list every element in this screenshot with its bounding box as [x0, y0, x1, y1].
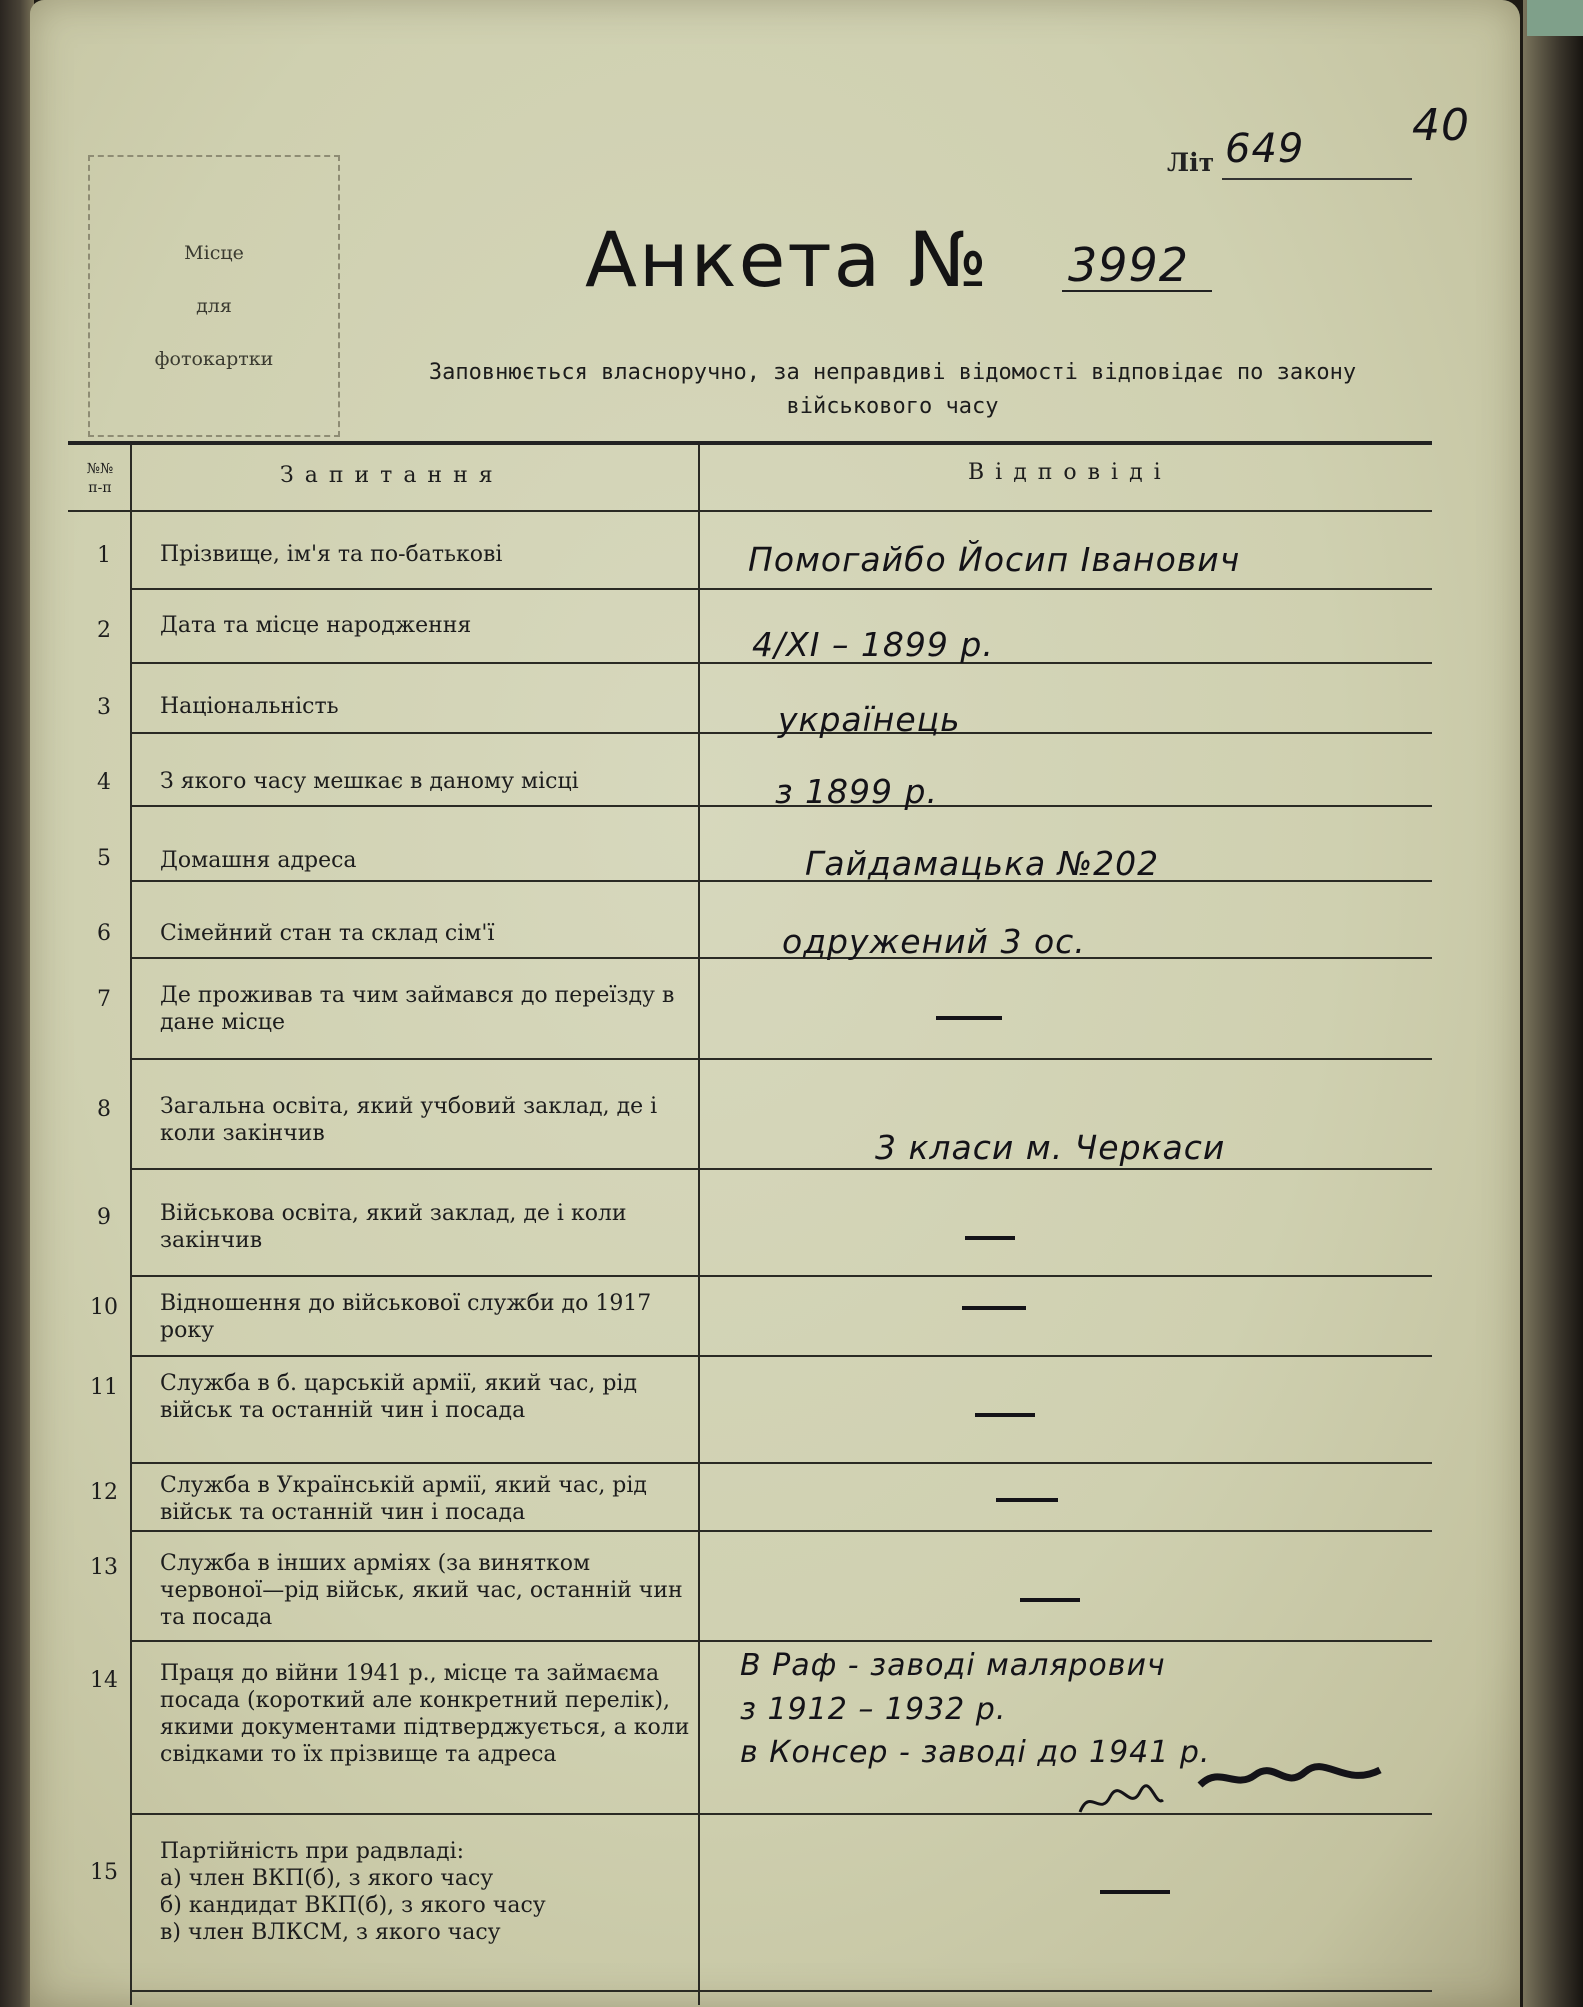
header-number: №№ п-п [86, 461, 114, 496]
form-number-underline [1062, 290, 1212, 292]
question-text: Служба в Українській армії, який час, рід військ та останній чин і посада [160, 1473, 647, 1525]
photo-placeholder [88, 155, 340, 437]
row-number: 8 [97, 1097, 111, 1122]
photo-label-line-3: фотокартки [154, 348, 274, 370]
question-text: Військова освіта, який заклад, де і коли закінчив [160, 1201, 627, 1253]
page-number: 40 [1412, 100, 1470, 151]
question-text: Загальна освіта, який учбовий заклад, де і коли закінчив [160, 1094, 658, 1146]
header-bottom-rule [68, 510, 1432, 512]
row-number: 11 [90, 1375, 118, 1400]
answer-work-line-3: в Консер - заводі до 1941 р. [740, 1735, 1211, 1770]
question-text: Праця до війни 1941 р., місце та займаєма посада (короткий але конкретний перелік), якими документами підтверджується, а коли свідками то їх прізвище та адреса [160, 1661, 690, 1767]
row-number: 6 [97, 921, 111, 946]
background-left-edge [0, 0, 34, 2007]
row-number: 10 [90, 1295, 118, 1320]
lit-underline [1222, 178, 1412, 180]
question-text: Служба в інших арміях (за винятком червоної—рід військ, який час, останній чин та посада [160, 1551, 683, 1630]
row-rule [130, 1640, 1432, 1642]
row-number: 2 [97, 618, 111, 643]
row-rule [130, 1990, 1432, 1992]
answer-row-10-dash [962, 1306, 1026, 1310]
question-text: З якого часу мешкає в даному місці [160, 769, 579, 794]
answer-row-13-dash [1020, 1598, 1080, 1602]
answer-education: 3 класи м. Черкаси [875, 1128, 1226, 1167]
header-answers: Відповіді [968, 460, 1172, 485]
photo-label-line-2: для [196, 295, 232, 317]
row-number: 1 [97, 543, 111, 568]
answer-row-11-dash [975, 1413, 1035, 1417]
answer-residence-since: з 1899 р. [775, 772, 938, 811]
question-text: Прізвище, ім'я та по-батькові [160, 542, 503, 567]
question-text: Домашня адреса [160, 848, 357, 873]
row-rule [130, 880, 1432, 882]
row-number: 3 [97, 695, 111, 720]
form-title: Анкета № [585, 215, 990, 304]
corner-tab [1527, 0, 1583, 36]
row-number: 5 [97, 846, 111, 871]
row-rule [130, 1462, 1432, 1464]
background-right-edge [1523, 0, 1583, 2007]
answer-row-7-dash [936, 1016, 1002, 1020]
question-text: Відношення до військової служби до 1917 року [160, 1291, 652, 1343]
row-rule [130, 1275, 1432, 1277]
header-questions: Запитання [280, 463, 504, 488]
signature-mark [1075, 1782, 1165, 1822]
row-number: 12 [90, 1480, 118, 1505]
lit-value: 649 [1225, 126, 1305, 172]
answer-row-12-dash [996, 1498, 1058, 1502]
form-subtitle: Заповнюється власноручно, за неправдиві відомості відповідає по закону військового часу [428, 360, 1357, 419]
answer-home-address: Гайдамацька №202 [805, 844, 1160, 883]
form-number: 3992 [1068, 238, 1190, 292]
answer-family-status: одружений 3 ос. [782, 922, 1086, 961]
row-number: 9 [97, 1205, 111, 1230]
signature-scribble [1195, 1760, 1385, 1800]
col-divider-answers [698, 445, 700, 2005]
answer-row-15-dash [1100, 1890, 1170, 1894]
question-text: Дата та місце народження [160, 613, 472, 638]
question-text: Служба в б. царській армії, який час, рід військ та останній чин і посада [160, 1371, 637, 1423]
question-text: Національність [160, 694, 339, 719]
row-rule [130, 1168, 1432, 1170]
answer-nationality: українець [778, 700, 961, 739]
row-number: 4 [97, 770, 111, 795]
col-divider-number [130, 445, 132, 2005]
row-rule [130, 957, 1432, 959]
table-top-rule [68, 441, 1432, 445]
row-number: 14 [90, 1668, 118, 1693]
question-text: Партійність при радвладі: а) член ВКП(б), з якого часу б) кандидат ВКП(б), з якого часу в) член ВЛКСМ, з якого часу [160, 1839, 546, 1945]
lit-label: Літ [1167, 148, 1215, 177]
question-text: Де проживав та чим займався до переїзду в дане місце [160, 983, 675, 1035]
row-number: 7 [97, 987, 111, 1012]
answer-work-line-2: з 1912 – 1932 р. [740, 1692, 1007, 1727]
answer-work-line-1: В Раф - заводі малярович [740, 1648, 1166, 1683]
answer-row-9-dash [965, 1236, 1015, 1240]
row-rule [130, 1530, 1432, 1532]
row-number: 15 [90, 1860, 118, 1885]
answer-birth-date: 4/XI – 1899 р. [752, 625, 994, 664]
answer-full-name: Помогайбо Йосип Іванович [748, 540, 1241, 579]
row-rule [130, 1813, 1432, 1815]
question-text: Сімейний стан та склад сім'ї [160, 921, 495, 946]
photo-label-line-1: Місце [184, 242, 244, 264]
row-rule [130, 1355, 1432, 1357]
row-number: 13 [90, 1555, 118, 1580]
row-rule [130, 588, 1432, 590]
row-rule [130, 1058, 1432, 1060]
